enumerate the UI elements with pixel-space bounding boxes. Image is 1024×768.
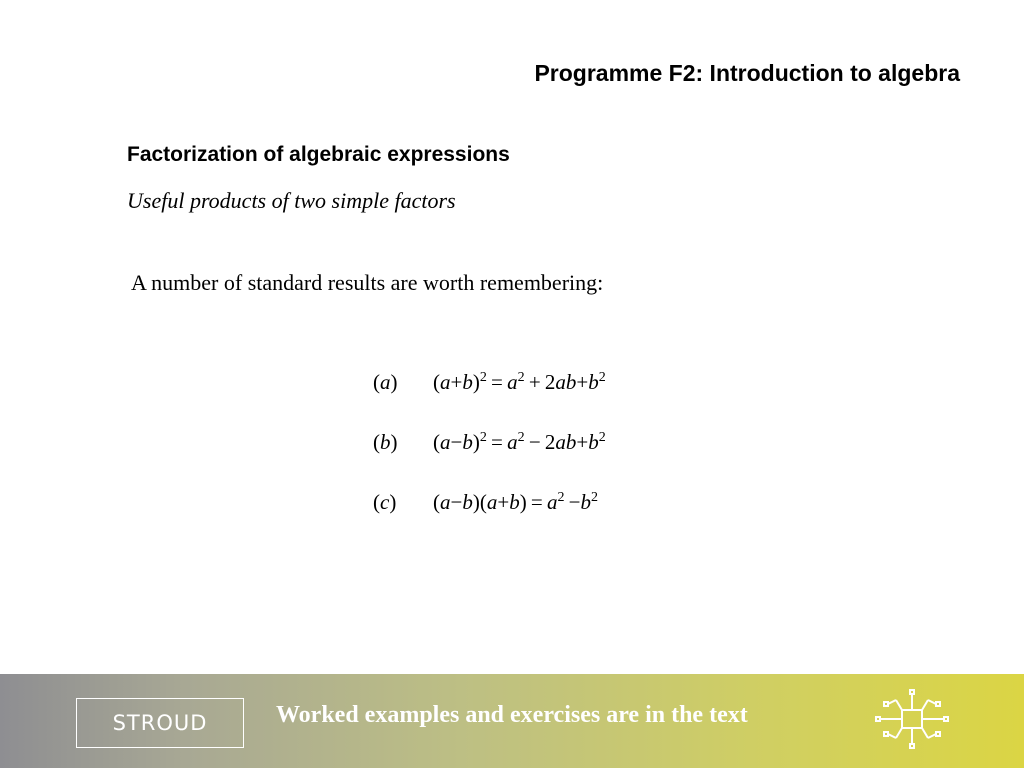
formula-a: (a) $(a+b)^2 = a^2 + 2ab+b^2$: [373, 370, 606, 394]
intro-text: A number of standard results are worth remembering:: [131, 270, 604, 295]
section-subtitle: Useful products of two simple factors: [127, 188, 456, 213]
footer-message: Worked examples and exercises are in the text: [276, 702, 748, 728]
section-title: Factorization of algebraic expressions: [127, 143, 510, 166]
network-icon: [872, 688, 952, 750]
formula-b: (b) $(a-b)^2 = a^2 - 2ab+b^2$: [373, 430, 606, 454]
stroud-logo: STROUD: [76, 698, 244, 748]
footer-bar: [0, 674, 1024, 768]
formula-c: (c) $(a-b)(a+b) = a^2 -b^2$: [373, 490, 598, 514]
programme-title: Programme F2: Introduction to algebra: [534, 60, 960, 86]
